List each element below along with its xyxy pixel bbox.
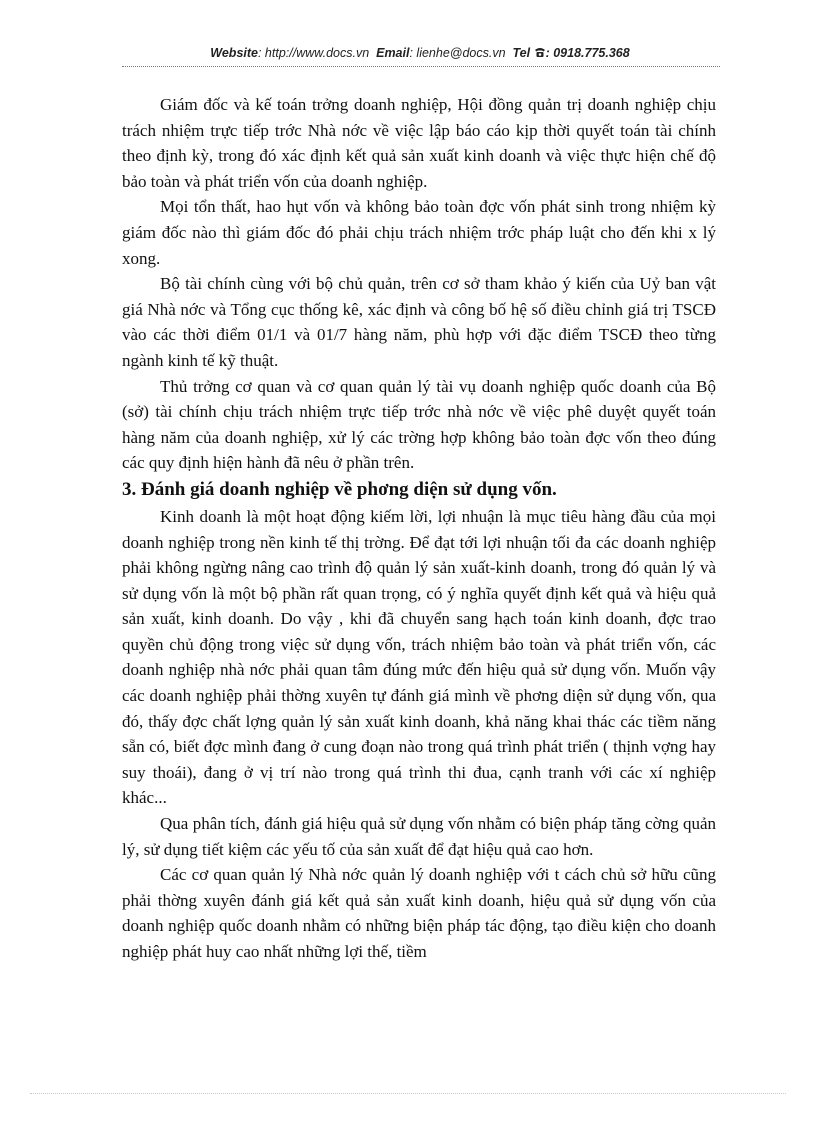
footer-divider — [30, 1093, 786, 1094]
document-body — [122, 92, 716, 965]
website-label: Website — [210, 46, 258, 60]
website-value: : http://www.docs.vn — [257, 46, 370, 60]
tel-label: Tel — [512, 46, 531, 60]
paragraph: Các cơ quan quản lý Nhà nớc quản lý doanh nghiệp với t cách chủ sở hữu cũng phải thờng xuyên đánh giá kết quả sản xuất kinh doanh, hiệu quả sử dụng vốn của doanh nghiệp quốc doanh nhằm có những biện pháp tác động, tạo điều kiện cho doanh nghiệp phát huy cao nhất những lợi thế, tiềm — [122, 865, 716, 961]
email-value: : lienhe@docs.vn — [409, 46, 506, 60]
phone-icon — [534, 46, 546, 60]
paragraph: Giám đốc và kế toán trởng doanh nghiệp, Hội đồng quản trị doanh nghiệp chịu trách nhiệm trực tiếp trớc Nhà nớc về việc lập báo cáo kịp thời quyết toán tài chính theo định kỳ, trong đó xác định kết quả sản xuất kinh doanh và việc thực hiện chế độ bảo toàn và phát triển vốn của doanh nghiệp. — [122, 95, 716, 191]
page-header — [120, 46, 720, 60]
paragraph: Kinh doanh là một hoạt động kiếm lời, lợi nhuận là mục tiêu hàng đầu của mọi doanh nghiệp trong nền kinh tế thị trờng. Để đạt tới lợi nhuận tối đa các doanh nghiệp phải không ngừng nâng cao trình độ quản lý sản xuất-kinh doanh, trong đó quản lý và sử dụng vốn là một bộ phần rất quan trọng, có ý nghĩa quyết định kết quả và hiệu quả sản xuất, kinh doanh. Do vậy , khi đã chuyển sang hạch toán kinh doanh, đợc trao quyền chủ động trong việc sử dụng vốn, trách nhiệm bảo toàn và phát triển vốn, các doanh nghiệp nhà nớc phải quan tâm đúng mức đến hiệu quả sử dụng vốn. Muốn vậy các doanh nghiệp phải thờng xuyên tự đánh giá mình về phơng diện sử dụng vốn, qua đó, thấy đợc chất lợng quản lý sản xuất kinh doanh, khả năng khai thác các tiềm năng sẵn có, biết đợc mình đang ở cung đoạn nào trong quá trình phát triển ( thịnh vợng hay suy thoái), đang ở vị trí nào trong quá trình thi đua, cạnh tranh với các xí nghiệp khác... — [122, 506, 716, 808]
paragraph: Mọi tổn thất, hao hụt vốn và không bảo toàn đợc vốn phát sinh trong nhiệm kỳ giám đốc nào thì giám đốc đó phải chịu trách nhiệm trớc pháp luật cho đến khi x lý xong. — [122, 197, 716, 268]
paragraph: Thủ trởng cơ quan và cơ quan quản lý tài vụ doanh nghiệp quốc doanh của Bộ (sở) tài chính chịu trách nhiệm trực tiếp trớc nhà nớc về việc phê duyệt quyết toán hàng năm của doanh nghiệp, xử lý các trờng hợp không bảo toàn đợc vốn theo đúng các quy định hiện hành đã nêu ở phần trên. — [122, 376, 716, 473]
tel-value: : 0918.775.368 — [545, 46, 630, 60]
section-heading: 3. Đánh giá doanh nghiệp về phơng diện sử dụng vốn. — [122, 478, 557, 500]
paragraph: Qua phân tích, đánh giá hiệu quả sử dụng vốn nhằm có biện pháp tăng cờng quản lý, sử dụng tiết kiệm các yếu tố của sản xuất để đạt hiệu quả cao hơn. — [122, 814, 716, 859]
paragraph: Bộ tài chính cùng với bộ chủ quản, trên cơ sở tham khảo ý kiến của Uỷ ban vật giá Nhà nớc và Tổng cục thống kê, xác định và công bố hệ số điều chỉnh giá trị TSCĐ vào các thời điểm 01/1 và 01/7 hàng năm, phù hợp với đặc điểm TSCĐ theo từng ngành kinh tế kỹ thuật. — [122, 274, 716, 370]
header-divider — [122, 66, 720, 67]
email-label: Email — [376, 46, 410, 60]
